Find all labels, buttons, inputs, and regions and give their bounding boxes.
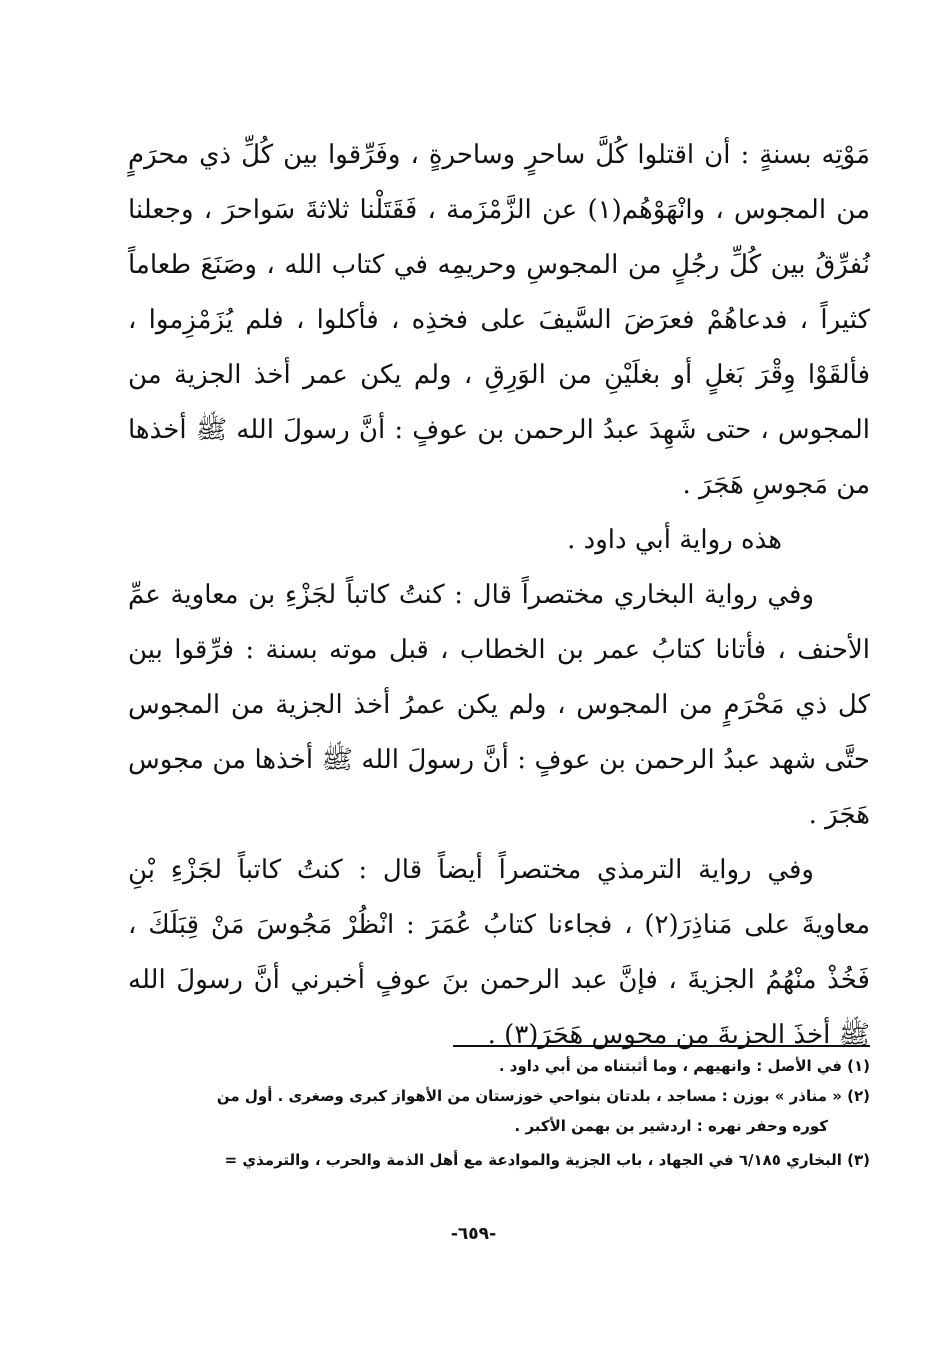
paragraph-4: وفي رواية الترمذي مختصراً أيضاً قال : كنتُ كاتباً لجَزْءِ بْنِ معاويةَ على مَناذِرَ(٢) ، فجاءنا كتابُ عُمَرَ : انْظُرْ مَجُوسَ مَنْ قِبَلَكَ ، فَخُذْ منْهُمُ الجزيةَ ، فإنَّ عبد الرحمن بنَ عوفٍ أخبرني أنَّ رسولَ الله ﷺ أخذَ الجزيةَ من مجوس هَجَرَ(٣) .: [128, 855, 871, 1050]
footnotes: [130, 1054, 870, 1178]
main-text: [128, 128, 870, 1063]
paragraph-1: مَوْتِه بسنةٍ : أن اقتلوا كُلَّ ساحرٍ وساحرةٍ ، وفَرِّقوا بين كُلِّ ذي محرَمٍ من المجوس ، وانْهَوْهُم(١) عن الزَّمْزَمة ، فَقَتَلْنا ثلاثةَ سَواحرَ ، وجعلنا نُفرِّقُ بين كُلِّ رجُلٍ من المجوسِ وحريمِه في كتاب الله ، وصَنَعَ طعاماً كثيراً ، فدعاهُمْ فعرَضَ السَّيفَ على فخذِه ، فأكلوا ، فلم يُزَمْزِموا ، فألقَوْا وِقْرَ بَغلٍ أو بغلَيْنِ من الوَرِقِ ، ولم يكن عمر أخذ الجزية من المجوس ، حتى شَهِدَ عبدُ الرحمن بن عوفٍ : أنَّ رسولَ الله ﷺ أخذها من مَجوسِ هَجَرَ .: [128, 140, 870, 500]
page-number: -٦٥٩-: [450, 1224, 497, 1244]
footnote-2-continuation: كوره وحفر نهره : اردشير بن بهمن الأكبر .: [514, 1117, 828, 1135]
footnote-separator: [453, 1045, 870, 1047]
footnote-3: (٣) البخاري ٦/١٨٥ في الجهاد ، باب الجزية والموادعة مع أهل الذمة والحرب ، والترمذي =: [224, 1151, 870, 1169]
paragraph-2: هذه رواية أبي داود .: [567, 525, 782, 555]
footnote-1: (١) في الأصل : وانهيهم ، وما أثبتناه من أبي داود .: [498, 1057, 870, 1075]
paragraph-3: وفي رواية البخاري مختصراً قال : كنتُ كاتباً لجَزْءِ بن معاوية عمِّ الأحنف ، فأتانا كتابُ عمر بن الخطاب ، قبل موته بسنة : فرِّقوا بين كل ذي مَحْرَمٍ من المجوس ، ولم يكن عمرُ أخذ الجزية من المجوس حتَّى شهد عبدُ الرحمن بن عوفٍ : أنَّ رسولَ الله ﷺ أخذها من مجوس هَجَرَ .: [128, 580, 870, 830]
footnote-2: (٢) « مناذر » بوزن : مساجد ، بلدتان بنواحي خوزستان من الأهواز كبرى وصغرى . أول من: [216, 1087, 870, 1105]
